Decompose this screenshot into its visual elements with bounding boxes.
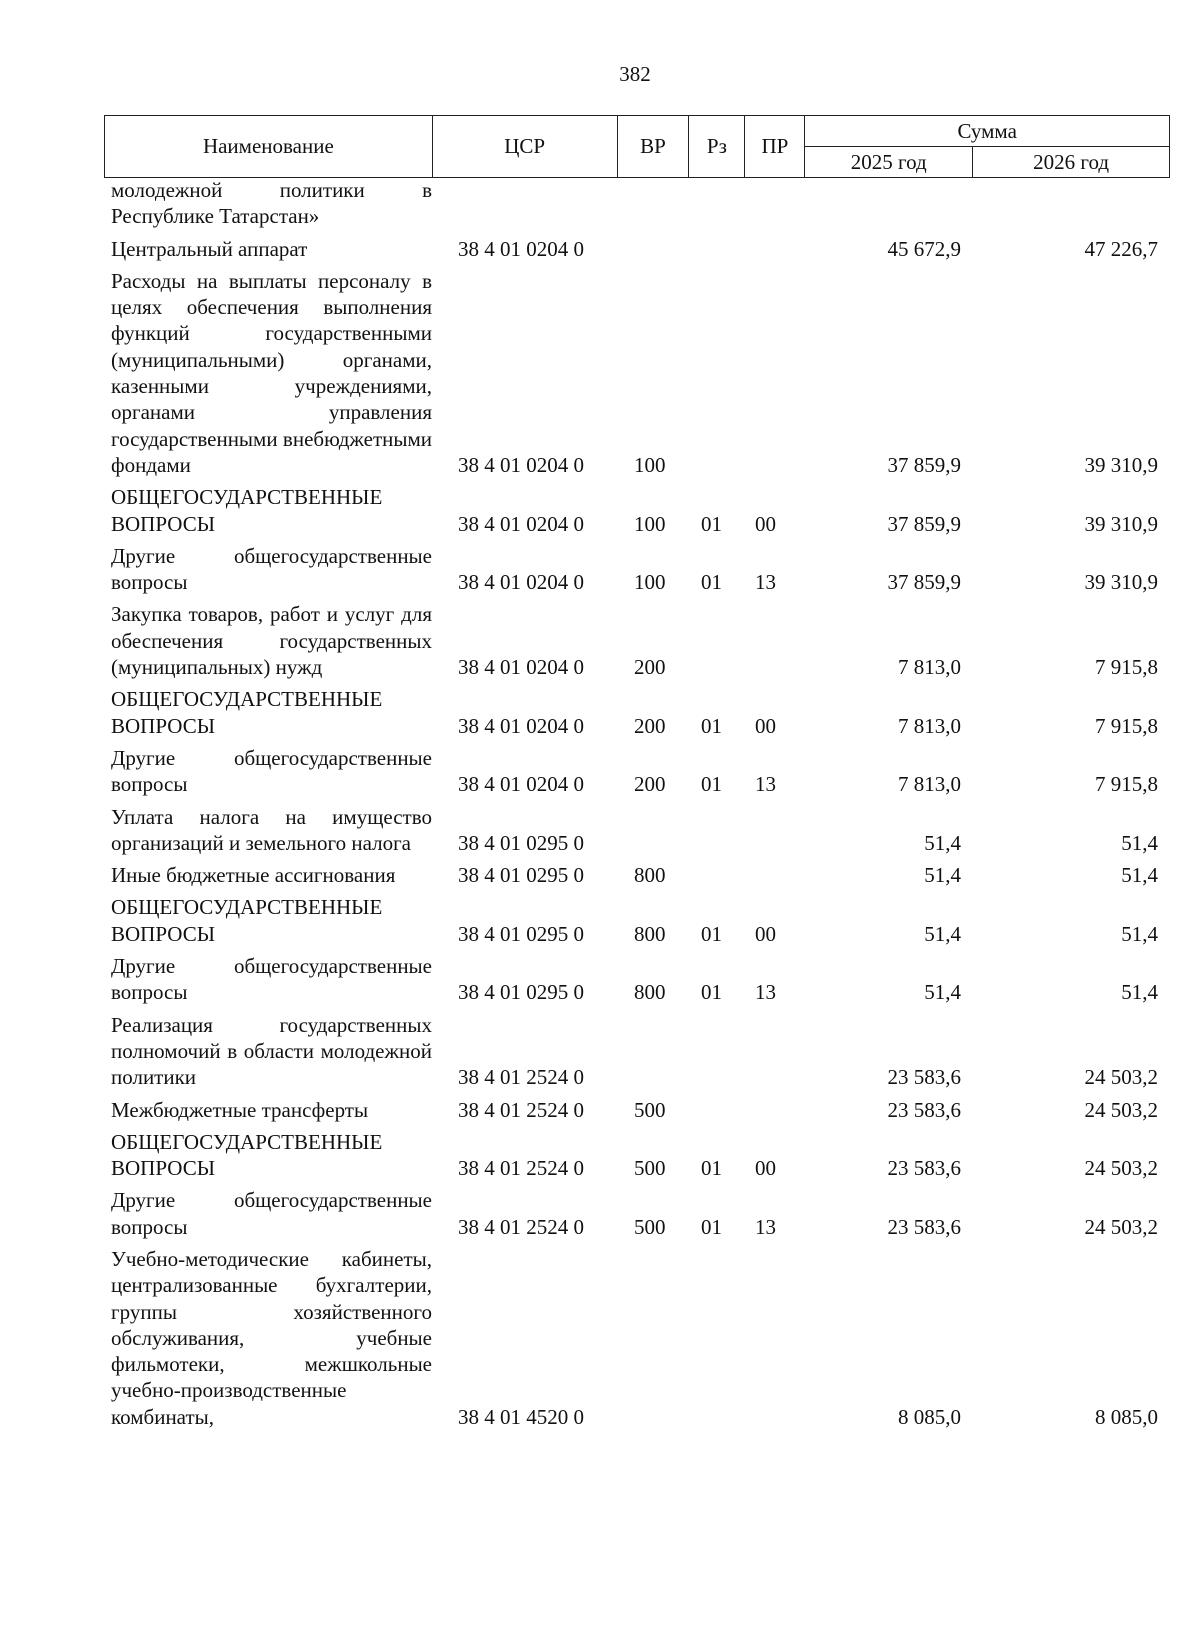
- row-csr: 38 4 01 0204 0: [458, 655, 584, 680]
- table-row: [104, 177, 1170, 230]
- row-csr: 38 4 01 2524 0: [458, 1097, 584, 1122]
- row-csr: 38 4 01 0295 0: [458, 980, 584, 1005]
- row-rz: 01: [701, 772, 722, 797]
- row-csr: 38 4 01 0204 0: [458, 772, 584, 797]
- row-sum-2025: 37 859,9: [887, 511, 961, 536]
- row-sum-2026: 24 503,2: [1084, 1065, 1158, 1090]
- row-sum-2025: 7 813,0: [898, 713, 961, 738]
- row-rz: 01: [701, 511, 722, 536]
- row-csr: 38 4 01 0295 0: [458, 921, 584, 946]
- table-row: [104, 686, 1170, 739]
- row-pr: 13: [755, 980, 776, 1005]
- row-pr: 00: [755, 713, 776, 738]
- row-sum-2026: 7 915,8: [1095, 772, 1158, 797]
- row-sum-2026: 51,4: [1121, 980, 1158, 1005]
- row-name: Другие общегосударственные вопросы: [111, 1188, 432, 1239]
- row-vr: 200: [634, 772, 666, 797]
- row-sum-2025: 23 583,6: [887, 1065, 961, 1090]
- row-sum-2026: 24 503,2: [1084, 1097, 1158, 1122]
- table-row: [104, 953, 1170, 1006]
- table-row: [104, 268, 1170, 478]
- row-sum-2025: 8 085,0: [898, 1404, 961, 1429]
- row-vr: 800: [634, 980, 666, 1005]
- row-pr: 00: [755, 511, 776, 536]
- table-row: [104, 862, 1170, 888]
- row-name: Другие общегосударственные вопросы: [111, 745, 432, 797]
- row-csr: 38 4 01 0204 0: [458, 236, 584, 261]
- row-csr: 38 4 01 2524 0: [458, 1065, 584, 1090]
- row-sum-2026: 47 226,7: [1084, 236, 1158, 261]
- row-name: ОБЩЕГОСУДАРСТВЕННЫЕ ВОПРОСЫ: [111, 687, 383, 738]
- row-csr: 38 4 01 2524 0: [458, 1214, 584, 1239]
- row-sum-2025: 23 583,6: [887, 1097, 961, 1122]
- row-vr: 200: [634, 713, 666, 738]
- row-vr: 100: [634, 570, 666, 595]
- row-name: ОБЩЕГОСУДАРСТВЕННЫЕ ВОПРОСЫ: [111, 895, 383, 946]
- header-name: Наименование: [105, 116, 433, 178]
- row-name: Иные бюджетные ассигнования: [111, 863, 396, 888]
- row-sum-2026: 39 310,9: [1084, 452, 1158, 477]
- table-row: [104, 1187, 1170, 1240]
- row-name: Центральный аппарат: [111, 236, 308, 261]
- row-sum-2025: 7 813,0: [898, 772, 961, 797]
- table-row: [104, 894, 1170, 947]
- row-rz: 01: [701, 713, 722, 738]
- row-csr: 38 4 01 0204 0: [458, 570, 584, 595]
- row-rz: 01: [701, 570, 722, 595]
- row-vr: 800: [634, 863, 666, 888]
- header-sum: Сумма: [805, 116, 1170, 147]
- header-rz: Рз: [689, 116, 745, 178]
- row-vr: 100: [634, 511, 666, 536]
- table-row: [104, 1097, 1170, 1123]
- page-number: 382: [619, 62, 651, 86]
- row-vr: 500: [634, 1097, 666, 1122]
- row-rz: 01: [701, 921, 722, 946]
- row-csr: 38 4 01 2524 0: [458, 1156, 584, 1181]
- row-name: Закупка товаров, работ и услуг для обеспечения государственных (муниципальных) нужд: [111, 602, 432, 680]
- table-row: [104, 1246, 1170, 1430]
- table-row: [104, 1129, 1170, 1182]
- row-csr: 38 4 01 4520 0: [458, 1404, 584, 1429]
- table-row: [104, 1012, 1170, 1091]
- table-body: [104, 177, 1170, 1430]
- row-sum-2025: 23 583,6: [887, 1214, 961, 1239]
- table-row: [104, 236, 1170, 262]
- row-name: Реализация государственных полномочий в области молодежной политики: [111, 1012, 432, 1090]
- row-name: Другие общегосударственные вопросы: [111, 954, 432, 1005]
- row-name: Другие общегосударственные вопросы: [111, 543, 432, 595]
- row-sum-2025: 37 859,9: [887, 570, 961, 595]
- row-sum-2025: 51,4: [924, 830, 961, 855]
- row-name: ОБЩЕГОСУДАРСТВЕННЫЕ ВОПРОСЫ: [111, 1129, 383, 1181]
- row-pr: 13: [755, 772, 776, 797]
- row-csr: 38 4 01 0295 0: [458, 830, 584, 855]
- row-sum-2026: 24 503,2: [1084, 1156, 1158, 1181]
- row-vr: 200: [634, 655, 666, 680]
- row-sum-2026: 51,4: [1121, 921, 1158, 946]
- row-sum-2025: 51,4: [924, 980, 961, 1005]
- row-vr: 500: [634, 1156, 666, 1181]
- table-row: [104, 484, 1170, 537]
- row-vr: 800: [634, 921, 666, 946]
- header-year-2026: 2026 год: [973, 147, 1170, 178]
- row-sum-2026: 7 915,8: [1095, 655, 1158, 680]
- row-sum-2026: 24 503,2: [1084, 1214, 1158, 1239]
- table-row: [104, 804, 1170, 857]
- row-sum-2025: 45 672,9: [887, 236, 961, 261]
- header-vr: ВР: [617, 116, 689, 178]
- row-name: Уплата налога на имущество организаций и земельного налога: [111, 804, 432, 855]
- table-row: [104, 601, 1170, 680]
- row-sum-2025: 37 859,9: [887, 452, 961, 477]
- row-pr: 13: [755, 1214, 776, 1239]
- row-vr: 500: [634, 1214, 666, 1239]
- row-sum-2026: 51,4: [1121, 863, 1158, 888]
- header-pr: ПР: [745, 116, 805, 178]
- row-rz: 01: [701, 980, 722, 1005]
- row-csr: 38 4 01 0204 0: [458, 511, 584, 536]
- row-name: молодежной политики в Республике Татарстан»: [111, 178, 432, 229]
- row-name: Межбюджетные трансферты: [111, 1097, 369, 1122]
- row-name: ОБЩЕГОСУДАРСТВЕННЫЕ ВОПРОСЫ: [111, 485, 383, 536]
- row-csr: 38 4 01 0295 0: [458, 863, 584, 888]
- table-header: [104, 115, 1170, 178]
- header-year-2025: 2025 год: [805, 147, 973, 178]
- row-sum-2026: 39 310,9: [1084, 511, 1158, 536]
- row-csr: 38 4 01 0204 0: [458, 713, 584, 738]
- row-name: Расходы на выплаты персоналу в целях обеспечения выполнения функций государственными (муниципальными) органами, казенными учреждениями, органами управления государственными внебюджетными фондами: [111, 268, 432, 477]
- row-sum-2025: 7 813,0: [898, 655, 961, 680]
- row-sum-2026: 39 310,9: [1084, 570, 1158, 595]
- row-sum-2025: 23 583,6: [887, 1156, 961, 1181]
- row-sum-2026: 8 085,0: [1095, 1404, 1158, 1429]
- row-rz: 01: [701, 1214, 722, 1239]
- table-row: [104, 745, 1170, 798]
- row-csr: 38 4 01 0204 0: [458, 452, 584, 477]
- row-sum-2025: 51,4: [924, 863, 961, 888]
- row-sum-2026: 51,4: [1121, 830, 1158, 855]
- row-rz: 01: [701, 1156, 722, 1181]
- row-sum-2026: 7 915,8: [1095, 713, 1158, 738]
- header-csr: ЦСР: [432, 116, 617, 178]
- row-sum-2025: 51,4: [924, 921, 961, 946]
- table-row: [104, 543, 1170, 596]
- row-name: Учебно-методические кабинеты, централизованные бухгалтерии, группы хозяйственного обслуживания, учебные фильмотеки, межшкольные учебно-производственные комбинаты,: [111, 1246, 432, 1429]
- row-pr: 00: [755, 921, 776, 946]
- row-pr: 00: [755, 1156, 776, 1181]
- row-pr: 13: [755, 570, 776, 595]
- row-vr: 100: [634, 452, 666, 477]
